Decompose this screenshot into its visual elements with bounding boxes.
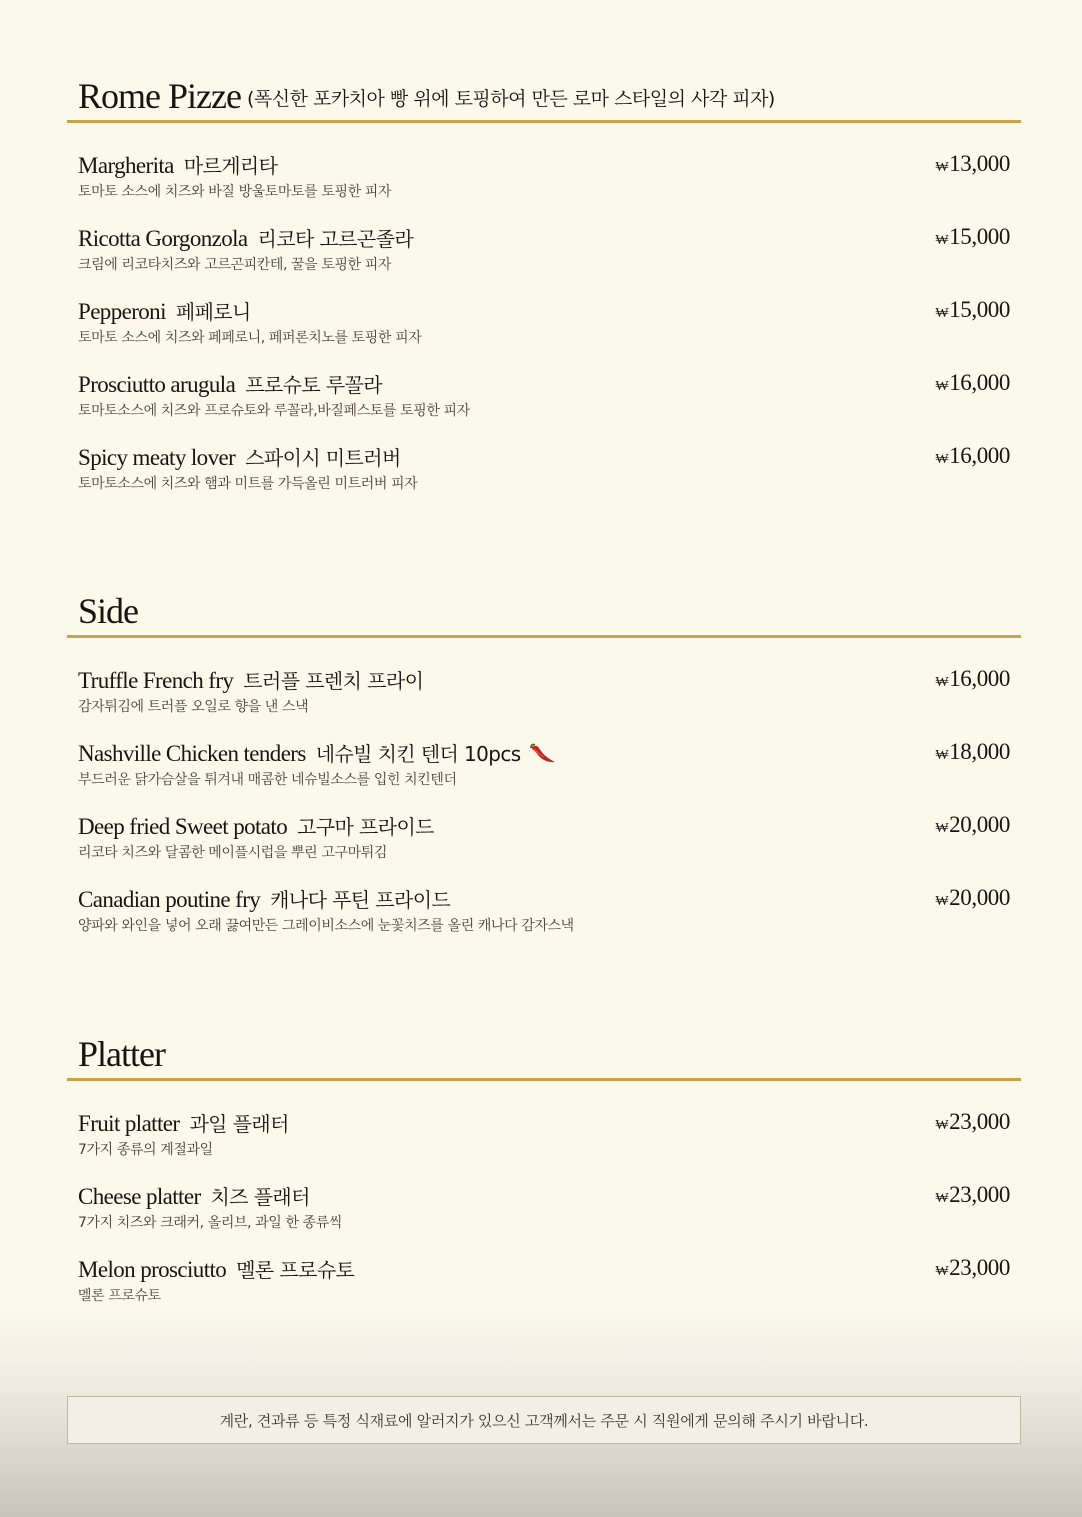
item-description: 토마토 소스에 치즈와 페페로니, 페퍼론치노를 토핑한 피자 <box>78 330 422 346</box>
item-name: Prosciutto arugula 프로슈토 루꼴라 <box>78 372 383 397</box>
item-price: ₩16,000 <box>935 443 1010 468</box>
menu-item-ricotta-gorgonzola <box>67 223 1021 296</box>
menu-item-pepperoni <box>67 296 1021 369</box>
item-description: 멜론 프로슈토 <box>78 1288 161 1304</box>
menu-item-cheese-platter <box>67 1181 1021 1254</box>
section-title: Rome Pizze (폭신한 포카치아 빵 위에 토핑하여 만든 로마 스타일의 사각 피자) <box>78 76 775 116</box>
item-name: Cheese platter 치즈 플래터 <box>78 1184 310 1209</box>
section-platter <box>67 1028 1021 1327</box>
item-price: ₩13,000 <box>935 151 1010 176</box>
section-title: Platter <box>78 1034 165 1074</box>
item-description: 토마토소스에 치즈와 햄과 미트를 가득올린 미트러버 피자 <box>78 476 418 492</box>
item-name: Nashville Chicken tenders 네슈빌 치킨 텐더 10pcs <box>78 738 557 771</box>
item-name: Deep fried Sweet potato 고구마 프라이드 <box>78 814 434 839</box>
item-price: ₩23,000 <box>935 1182 1010 1207</box>
item-name: Spicy meaty lover 스파이시 미트러버 <box>78 445 401 470</box>
item-name: Melon prosciutto 멜론 프로슈토 <box>78 1257 355 1282</box>
item-description: 양파와 와인을 넣어 오래 끓여만든 그레이비소스에 눈꽃치즈를 올린 캐나다 감자스낵 <box>78 918 574 934</box>
item-description: 토마토 소스에 치즈와 바질 방울토마토를 토핑한 피자 <box>78 184 392 200</box>
item-price: ₩23,000 <box>935 1255 1010 1280</box>
section-side <box>67 585 1021 957</box>
item-price: ₩16,000 <box>935 666 1010 691</box>
section-rome-pizze <box>67 70 1021 515</box>
item-price: ₩15,000 <box>935 297 1010 322</box>
menu-item-canadian-poutine-fry <box>67 884 1021 957</box>
item-name: Canadian poutine fry 캐나다 푸틴 프라이드 <box>78 887 451 912</box>
item-description: 7가지 종류의 계절과일 <box>78 1142 213 1158</box>
menu-item-spicy-meaty-lover <box>67 442 1021 515</box>
item-description: 7가지 치즈와 크래커, 올리브, 과일 한 종류씩 <box>78 1215 343 1231</box>
menu-item-fruit-platter <box>67 1108 1021 1181</box>
item-price: ₩20,000 <box>935 885 1010 910</box>
section-header <box>67 70 1021 120</box>
section-header <box>67 585 1021 635</box>
item-name: Margherita 마르게리타 <box>78 153 278 178</box>
menu-item-nashville-chicken-tenders <box>67 738 1021 811</box>
section-subtitle: (폭신한 포카치아 빵 위에 토핑하여 만든 로마 스타일의 사각 피자) <box>246 88 775 110</box>
item-description: 감자튀김에 트러플 오일로 향을 낸 스낵 <box>78 699 309 715</box>
item-price: ₩20,000 <box>935 812 1010 837</box>
item-price: ₩18,000 <box>935 739 1010 764</box>
item-price: ₩16,000 <box>935 370 1010 395</box>
item-price: ₩15,000 <box>935 224 1010 249</box>
allergy-notice: 계란, 견과류 등 특정 식재료에 알러지가 있으신 고객께서는 주문 시 직원에게 문의해 주시기 바랍니다. <box>67 1396 1021 1444</box>
item-name: Fruit platter 과일 플래터 <box>78 1111 289 1136</box>
item-description: 리코타 치즈와 달콤한 메이플시럽을 뿌린 고구마튀김 <box>78 845 387 861</box>
item-name: Pepperoni 페페로니 <box>78 299 251 324</box>
item-description: 토마토소스에 치즈와 프로슈토와 루꼴라,바질페스토를 토핑한 피자 <box>78 403 470 419</box>
item-description: 크림에 리코타치즈와 고르곤피칸테, 꿀을 토핑한 피자 <box>78 257 392 273</box>
menu-item-deep-fried-sweet-potato <box>67 811 1021 884</box>
menu-item-melon-prosciutto <box>67 1254 1021 1327</box>
item-description: 부드러운 닭가슴살을 튀겨내 매콤한 네슈빌소스를 입힌 치킨텐더 <box>78 772 457 788</box>
item-name: Ricotta Gorgonzola 리코타 고르곤졸라 <box>78 226 414 251</box>
section-title: Side <box>78 591 139 631</box>
item-price: ₩23,000 <box>935 1109 1010 1134</box>
item-name: Truffle French fry 트러플 프렌치 프라이 <box>78 668 424 693</box>
menu-item-truffle-french-fry <box>67 665 1021 738</box>
menu-item-prosciutto-arugula <box>67 369 1021 442</box>
section-header <box>67 1028 1021 1078</box>
menu-item-margherita <box>67 150 1021 223</box>
chili-pepper-icon <box>529 743 557 771</box>
